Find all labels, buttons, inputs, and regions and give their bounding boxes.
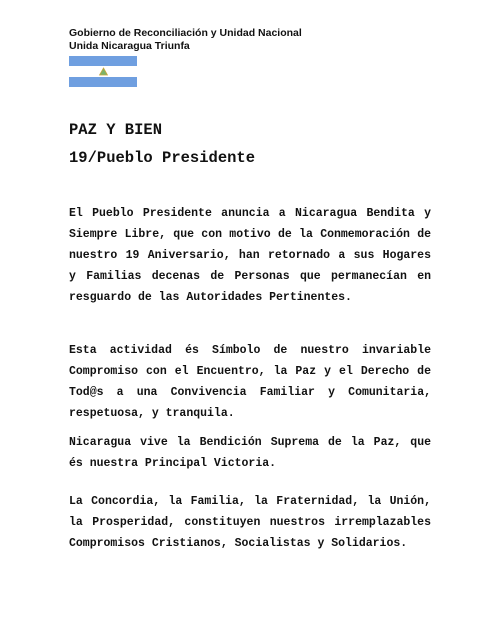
- paragraph-3: Nicaragua vive la Bendición Suprema de la Paz, que és nuestra Principal Victoria.: [69, 436, 431, 470]
- paragraph-1: El Pueblo Presidente anuncia a Nicaragua Bendita y Siempre Libre, que con motivo de la Conmemoración de nuestro 19 Aniversario, han retornado a sus Hogares y Familias decenas de Personas que permanecían en resguardo de las Autoridades Pertinentes.: [69, 207, 431, 304]
- flag-top-stripe: [69, 56, 137, 66]
- header-line-2: Unida Nicaragua Triunfa: [69, 40, 190, 52]
- flag-bottom-stripe: [69, 77, 137, 87]
- header-line-1: Gobierno de Reconciliación y Unidad Nacional: [69, 27, 302, 39]
- title-line-1: PAZ Y BIEN: [69, 121, 163, 139]
- flag-emblem-icon: [99, 67, 108, 76]
- paragraph-2: Esta actividad és Símbolo de nuestro invariable Compromiso con el Encuentro, la Paz y el Derecho de Tod@s a una Convivencia Familiar y Comunitaria, respetuosa, y tranquila.: [69, 344, 431, 420]
- government-header: [69, 27, 302, 53]
- nicaragua-flag: [69, 56, 137, 87]
- paragraph-4: La Concordia, la Familia, la Fraternidad, la Unión, la Prosperidad, constituyen nuestros irremplazables Compromisos Cristianos, Socialistas y Solidarios.: [69, 495, 431, 550]
- title-line-2: 19/Pueblo Presidente: [69, 149, 256, 167]
